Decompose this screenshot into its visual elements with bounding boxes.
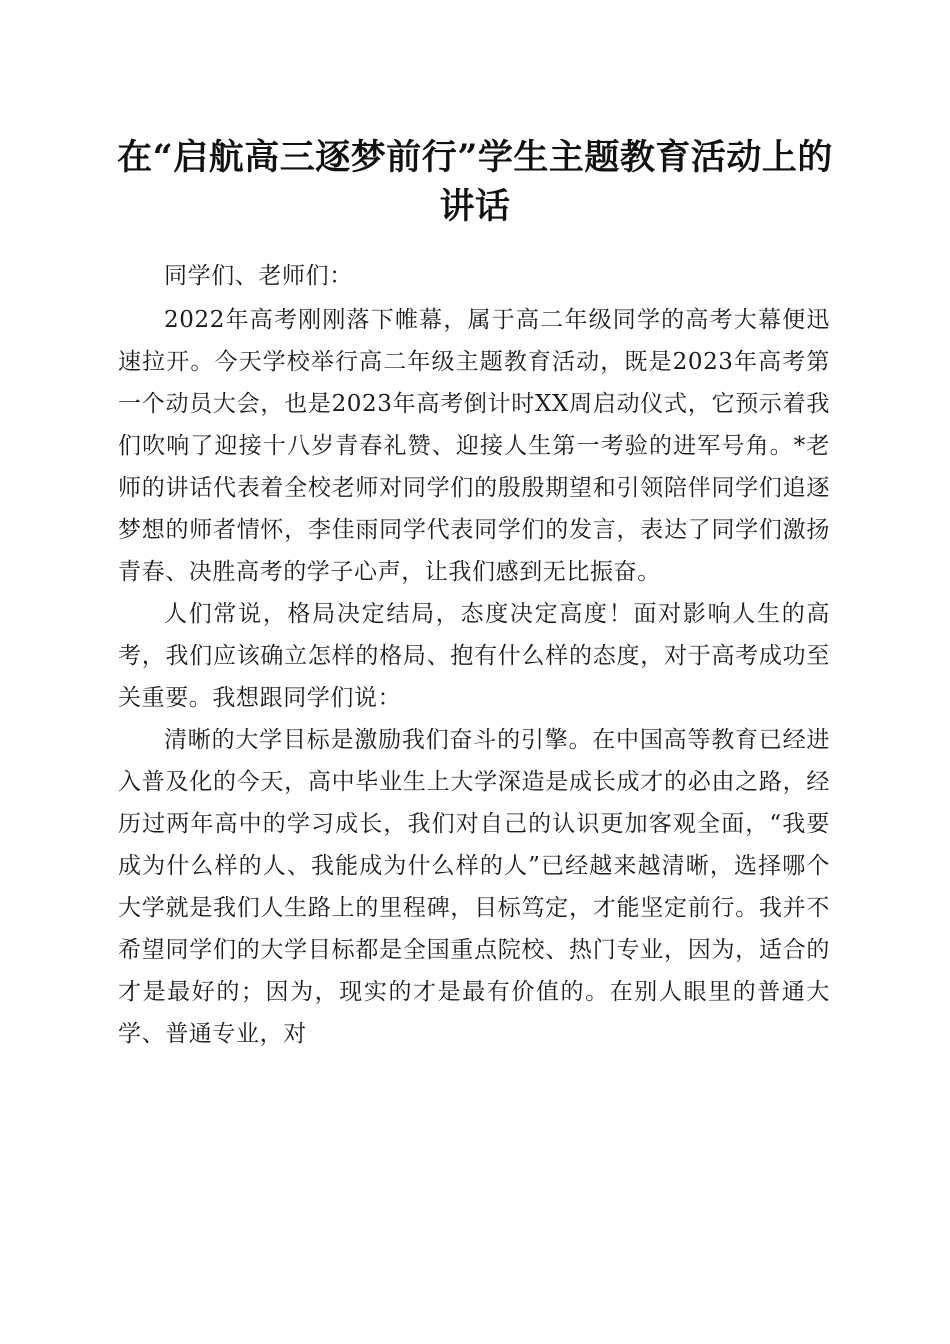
paragraph-1: 2022年高考刚刚落下帷幕，属于高二年级同学的高考大幕便迅速拉开。今天学校举行高二年级主题教育活动，既是2023年高考第一个动员大会，也是2023年高考倒计时XX周启动仪式，它预示着我们吹响了迎接十八岁青春礼赞、迎接人生第一考验的进军号角。*老师的讲话代表着全校老师对同学们的殷殷期望和引领陪伴同学们追逐梦想的师者情怀，李佳雨同学代表同学们的发言，表达了同学们激扬青春、决胜高考的学子心声，让我们感到无比振奋。: [118, 307, 830, 585]
paragraph-3: 清晰的大学目标是激励我们奋斗的引擎。在中国高等教育已经进入普及化的今天，高中毕业生上大学深造是成长成才的必由之路，经历过两年高中的学习成长，我们对自己的认识更加客观全面，“我要成为什么样的人、我能成为什么样的人”已经越来越清晰，选择哪个大学就是我们人生路上的里程碑，目标笃定，才能坚定前行。我并不希望同学们的大学目标都是全国重点院校、热门专业，因为，适合的才是最好的；因为，现实的才是最有价值的。在别人眼里的普通大学、普通专业，对: [118, 727, 830, 1047]
document-title: 在“启航高三逐梦前行”学生主题教育活动上的讲话: [117, 137, 833, 227]
paragraph-2: 人们常说，格局决定结局，态度决定高度！面对影响人生的高考，我们应该确立怎样的格局、抱有什么样的态度，对于高考成功至关重要。我想跟同学们说：: [118, 601, 830, 711]
salutation: 同学们、老师们：: [164, 263, 353, 289]
document-body: [118, 255, 830, 1055]
